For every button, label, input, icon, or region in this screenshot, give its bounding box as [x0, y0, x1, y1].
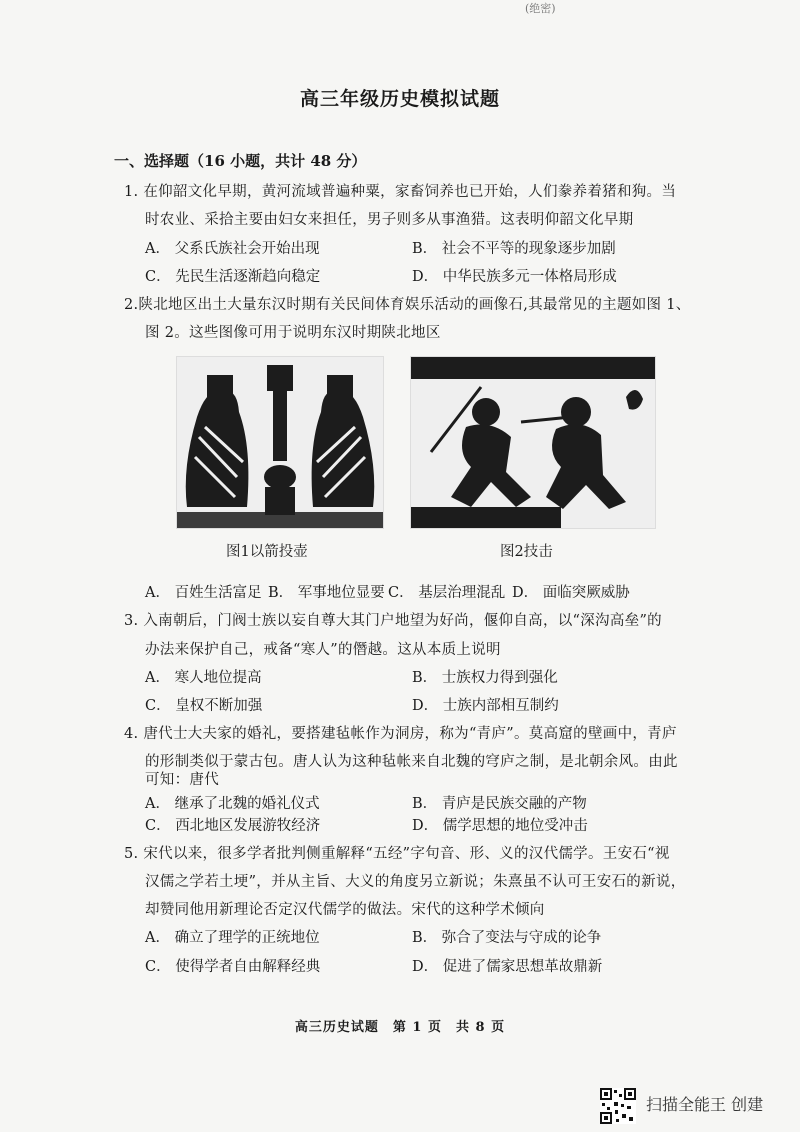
q4-line-1: 4. 唐代士大夫家的婚礼，要搭建毡帐作为洞房，称为“青庐”。莫高窟的壁画中，青庐	[124, 726, 677, 742]
q5-line-1: 5. 宋代以来，很多学者批判侧重解释“五经”字句音、形、义的汉代儒学。王安石“视	[124, 846, 670, 862]
q3-line-2: 办法来保护自己，戒备“寒人”的僭越。这从本质上说明	[145, 642, 501, 658]
scanner-watermark-label: 扫描全能王 创建	[646, 1095, 764, 1114]
q1-line-2: 时农业、采拾主要由妇女来担任，男子则多从事渔猎。这表明仰韶文化早期	[145, 212, 634, 228]
q2-line-2: 图 2。这些图像可用于说明东汉时期陕北地区	[145, 325, 441, 341]
q2-option-d: D． 面临突厥威胁	[512, 585, 630, 601]
q4-option-a: A． 继承了北魏的婚礼仪式	[145, 796, 320, 812]
figure-2-illustration	[411, 357, 655, 528]
figure-1-pitch-pot-relief	[176, 356, 384, 529]
qr-code-icon	[600, 1088, 636, 1124]
q3-option-c: C． 皇权不断加强	[145, 698, 263, 714]
q5-option-b: B． 弥合了变法与守成的论争	[412, 930, 602, 946]
q5-line-3: 却赞同他用新理论否定汉代儒学的做法。宋代的这种学术倾向	[145, 902, 545, 918]
figure-1-illustration	[177, 357, 383, 528]
section-heading: 一、选择题（16 小题，共计 48 分）	[114, 152, 367, 170]
top-mark: (绝密)	[525, 2, 556, 15]
q4-line-2: 的形制类似于蒙古包。唐人认为这种毡帐来自北魏的穹庐之制，是北朝余风。由此	[145, 754, 678, 770]
q1-line-1: 1. 在仰韶文化早期，黄河流域普遍种粟，家畜饲养也已开始，人们豢养着猪和狗。当	[124, 184, 677, 200]
page-title: 高三年级历史模拟试题	[299, 88, 500, 110]
q4-line-3: 可知：唐代	[145, 772, 219, 788]
q5-option-a: A． 确立了理学的正统地位	[145, 930, 320, 946]
figure-1-caption: 图1以箭投壶	[226, 544, 308, 560]
q1-option-d: D． 中华民族多元一体格局形成	[412, 269, 617, 285]
q2-option-b: B． 军事地位显要	[268, 585, 385, 601]
q3-option-d: D． 士族内部相互制约	[412, 698, 559, 714]
figure-2-martial-arts-relief	[410, 356, 656, 529]
q5-option-d: D． 促进了儒家思想革故鼎新	[412, 959, 603, 975]
q2-option-a: A． 百姓生活富足	[145, 585, 262, 601]
q1-option-b: B． 社会不平等的现象逐步加剧	[412, 241, 616, 257]
q4-option-d: D． 儒学思想的地位受冲击	[412, 818, 588, 834]
q3-option-a: A． 寒人地位提高	[145, 670, 262, 686]
q1-option-c: C． 先民生活逐渐趋向稳定	[145, 269, 321, 285]
q5-option-c: C． 使得学者自由解释经典	[145, 959, 321, 975]
q3-line-1: 3. 入南朝后，门阀士族以妄自尊大其门户地望为好尚，偃仰自高，以“深沟高垒”的	[124, 613, 662, 629]
q4-option-b: B． 青庐是民族交融的产物	[412, 796, 587, 812]
page-footer: 高三历史试题 第 1 页 共 8 页	[294, 1020, 506, 1035]
q2-line-1: 2.陕北地区出土大量东汉时期有关民间体育娱乐活动的画像石,其最常见的主题如图 1、	[124, 297, 691, 313]
q2-option-c: C． 基层治理混乱	[388, 585, 506, 601]
q1-option-a: A． 父系氏族社会开始出现	[145, 241, 320, 257]
figure-2-caption: 图2技击	[500, 544, 553, 560]
q5-line-2: 汉儒之学若土埂”，并从主旨、大义的角度另立新说；朱熹虽不认可王安石的新说，	[145, 874, 686, 890]
q4-option-c: C． 西北地区发展游牧经济	[145, 818, 321, 834]
q3-option-b: B． 士族权力得到强化	[412, 670, 558, 686]
